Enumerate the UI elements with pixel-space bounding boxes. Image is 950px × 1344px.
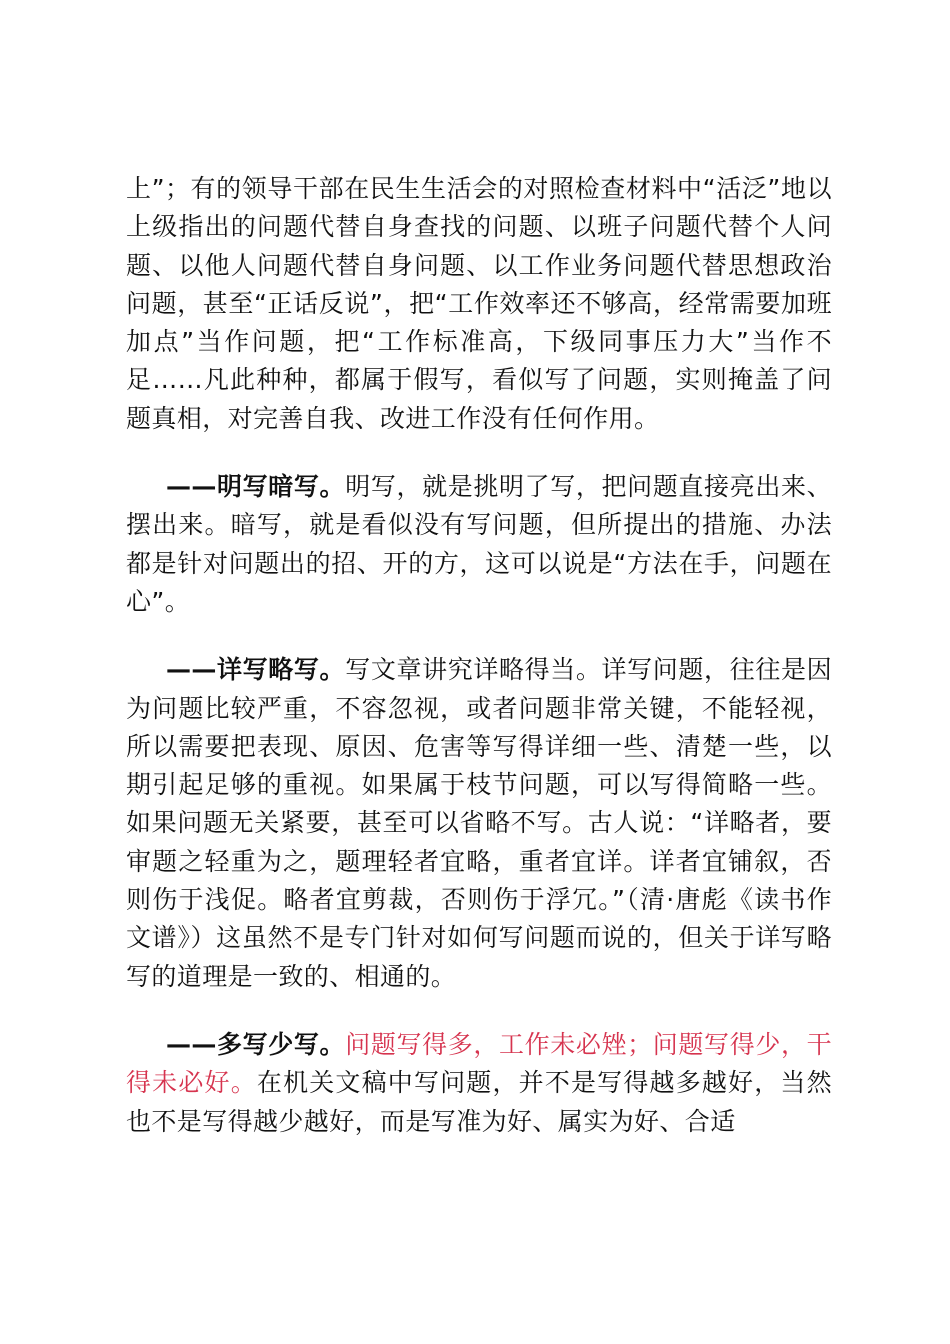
paragraph-text: 上”；有的领导干部在民生生活会的对照检查材料中“活泛”地以上级指出的问题代替自身查找的问题、以班子问题代替个人问题、以他人问题代替自身问题、以工作业务问题代替思想政治问题，甚至“正话反说”，把“工作效率还不够高，经常需要加班加点”当作问题，把“工作标准高，下级同事压力大”当作不足……凡此种种，都属于假写，看似写了问题，实则掩盖了问题真相，对完善自我、改进工作没有任何作用。 <box>126 174 832 433</box>
document-page <box>126 170 832 1141</box>
section-heading-explicit-implicit: ——明写暗写。 <box>166 472 346 502</box>
section-heading-detailed-brief: ——详写略写。 <box>166 655 346 685</box>
paragraph-text: 写文章讲究详略得当。详写问题，往往是因为问题比较严重，不容忽视，或者问题非常关键，不能轻视，所以需要把表现、原因、危害等写得详细一些、清楚一些，以期引起足够的重视。如果属于枝节问题，可以写得简略一些。如果问题无关紧要，甚至可以省略不写。古人说：“详略者，要审题之轻重为之，题理轻者宜略，重者宜详。详者宜铺叙，否则伤于浅促。略者宜剪裁，否则伤于浮冗。”（清·唐彪《读书作文谱》）这虽然不是专门针对如何写问题而说的，但关于详写略写的道理是一致的、相通的。 <box>126 655 832 991</box>
paragraph-more-less <box>126 1026 832 1141</box>
highlighted-sentence: 问题写得多，工作未必矬；问题写得少，干得未必好。 <box>126 1029 832 1098</box>
paragraph-fake-writing <box>126 170 832 438</box>
section-heading-more-less: ——多写少写。 <box>166 1029 346 1059</box>
paragraph-text: 明写，就是挑明了写，把问题直接亮出来、摆出来。暗写，就是看似没有写问题，但所提出的措施、办法都是针对问题出的招、开的方，这可以说是“方法在手，问题在心”。 <box>126 472 832 616</box>
paragraph-explicit-implicit <box>126 468 832 621</box>
paragraph-detailed-brief <box>126 651 832 996</box>
paragraph-text: 在机关文稿中写问题，并不是写得越多越好，当然也不是写得越少越好，而是写准为好、属实为好、合适 <box>126 1068 832 1136</box>
